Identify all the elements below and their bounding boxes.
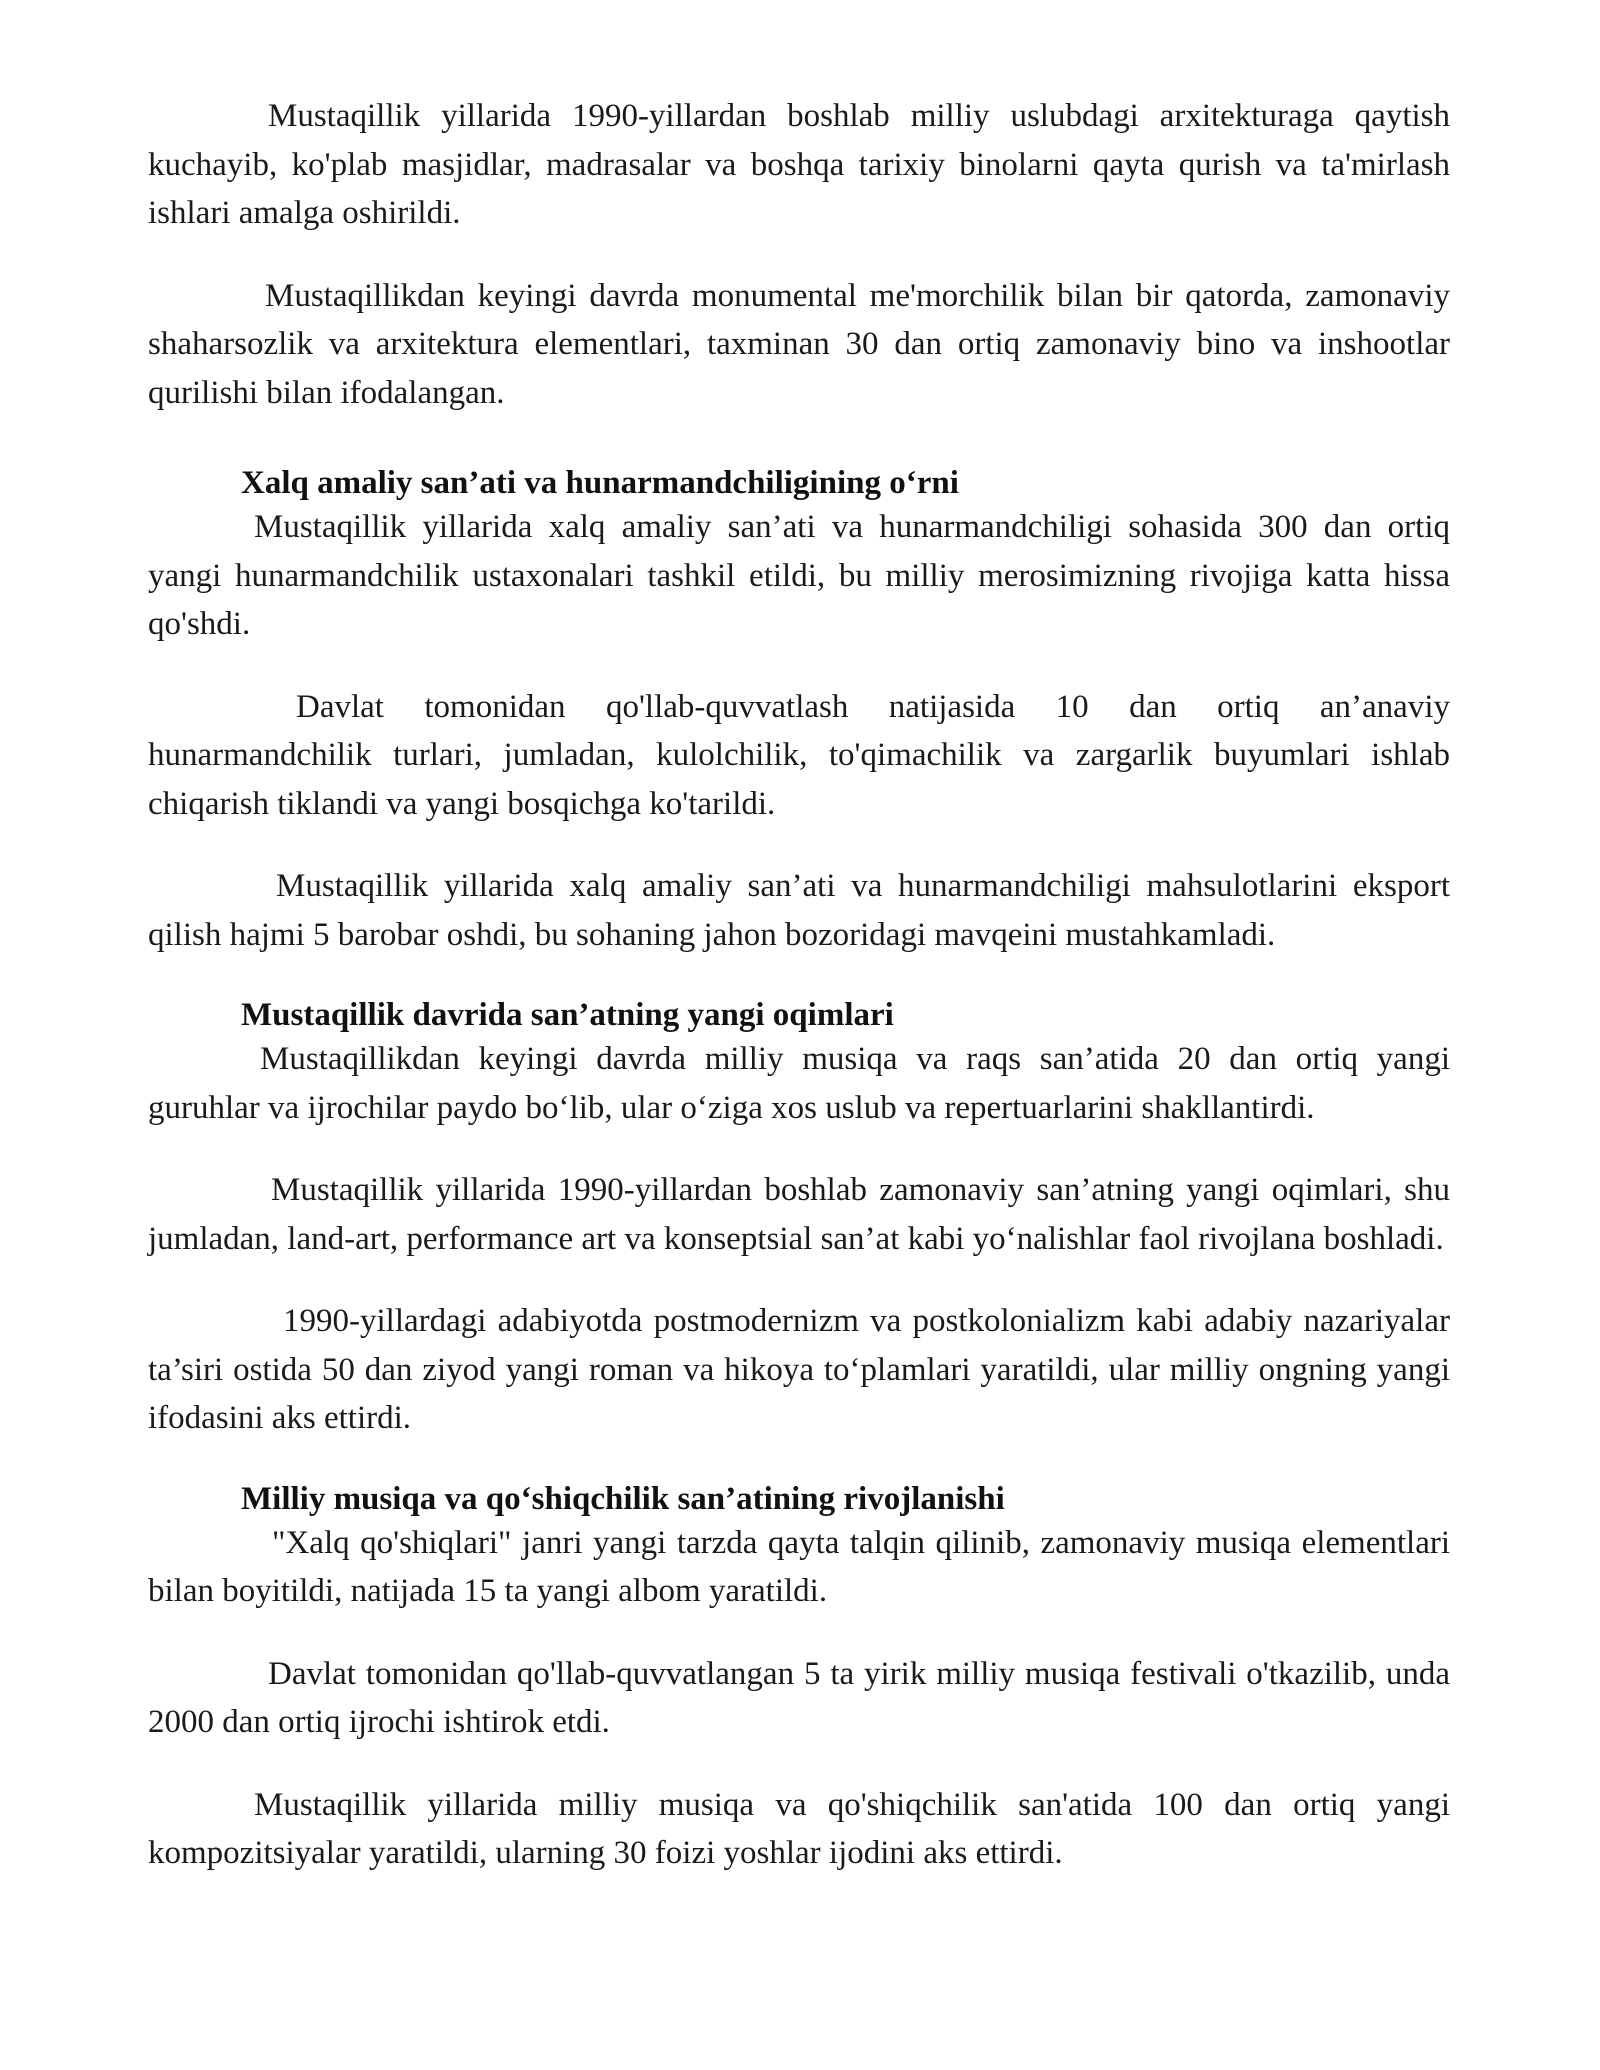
paragraph: Davlat tomonidan qo'llab-quvvatlash natijasida 10 dan ortiq an’anaviy hunarmandchilik turlari, jumladan, kulolchilik, to'qimachilik va zargarlik buyumlari ishlab chiqarish tiklandi va yangi bosqichga ko'tarildi.	[148, 688, 1450, 822]
paragraph: Mustaqillik yillarida xalq amaliy san’ati va hunarmandchiligi sohasida 300 dan ortiq yangi hunarmandchilik ustaxonalari tashkil etildi, bu milliy merosimizning rivojiga katta hissa qo'shdi.	[148, 509, 1450, 642]
paragraph: Mustaqillikdan keyingi davrda milliy musiqa va raqs san’atida 20 dan ortiq yangi guruhlar va ijrochilar paydo bo‘lib, ular o‘ziga xos uslub va repertuarlarini shakllantirdi.	[148, 1041, 1450, 1126]
paragraph: Mustaqillik yillarida 1990-yillardan boshlab milliy uslubdagi arxitekturaga qaytish kuchayib, ko'plab masjidlar, madrasalar va boshqa tarixiy binolarni qayta qurish va ta'mirlash ishlari amalga oshirildi.	[148, 98, 1450, 231]
paragraph: "Xalq qo'shiqlari" janri yangi tarzda qayta talqin qilinib, zamonaviy musiqa elementlari bilan boyitildi, natijada 15 ta yangi albom yaratildi.	[148, 1524, 1450, 1609]
section-heading: Milliy musiqa va qo‘shiqchilik san’atining rivojlanishi	[241, 1480, 1005, 1517]
paragraph: Mustaqillikdan keyingi davrda monumental me'morchilik bilan bir qatorda, zamonaviy shaharsozlik va arxitektura elementlari, taxminan 30 dan ortiq zamonaviy bino va inshootlar qurilishi bilan ifodalangan.	[148, 277, 1450, 411]
paragraph: Davlat tomonidan qo'llab-quvvatlangan 5 ta yirik milliy musiqa festivali o'tkazilib, unda 2000 dan ortiq ijrochi ishtirok etdi.	[148, 1655, 1450, 1740]
document-page	[148, 92, 1450, 1912]
paragraph: Mustaqillik yillarida milliy musiqa va qo'shiqchilik san'atida 100 dan ortiq yangi kompozitsiyalar yaratildi, ularning 30 foizi yoshlar ijodini aks ettirdi.	[148, 1786, 1450, 1871]
section-heading: Mustaqillik davrida san’atning yangi oqimlari	[241, 997, 894, 1033]
paragraph: Mustaqillik yillarida xalq amaliy san’ati va hunarmandchiligi mahsulotlarini eksport qilish hajmi 5 barobar oshdi, bu sohaning jahon bozoridagi mavqeini mustahkamladi.	[148, 868, 1450, 953]
paragraph: Mustaqillik yillarida 1990-yillardan boshlab zamonaviy san’atning yangi oqimlari, shu jumladan, land-art, performance art va konseptsial san’at kabi yo‘nalishlar faol rivojlana boshladi.	[148, 1172, 1450, 1257]
paragraph: 1990-yillardagi adabiyotda postmodernizm va postkolonializm kabi adabiy nazariyalar ta’siri ostida 50 dan ziyod yangi roman va hikoya to‘plamlari yaratildi, ular milliy ongning yangi ifodasini aks ettirdi.	[148, 1303, 1450, 1436]
section-heading: Xalq amaliy san’ati va hunarmandchiligining o‘rni	[241, 465, 959, 501]
